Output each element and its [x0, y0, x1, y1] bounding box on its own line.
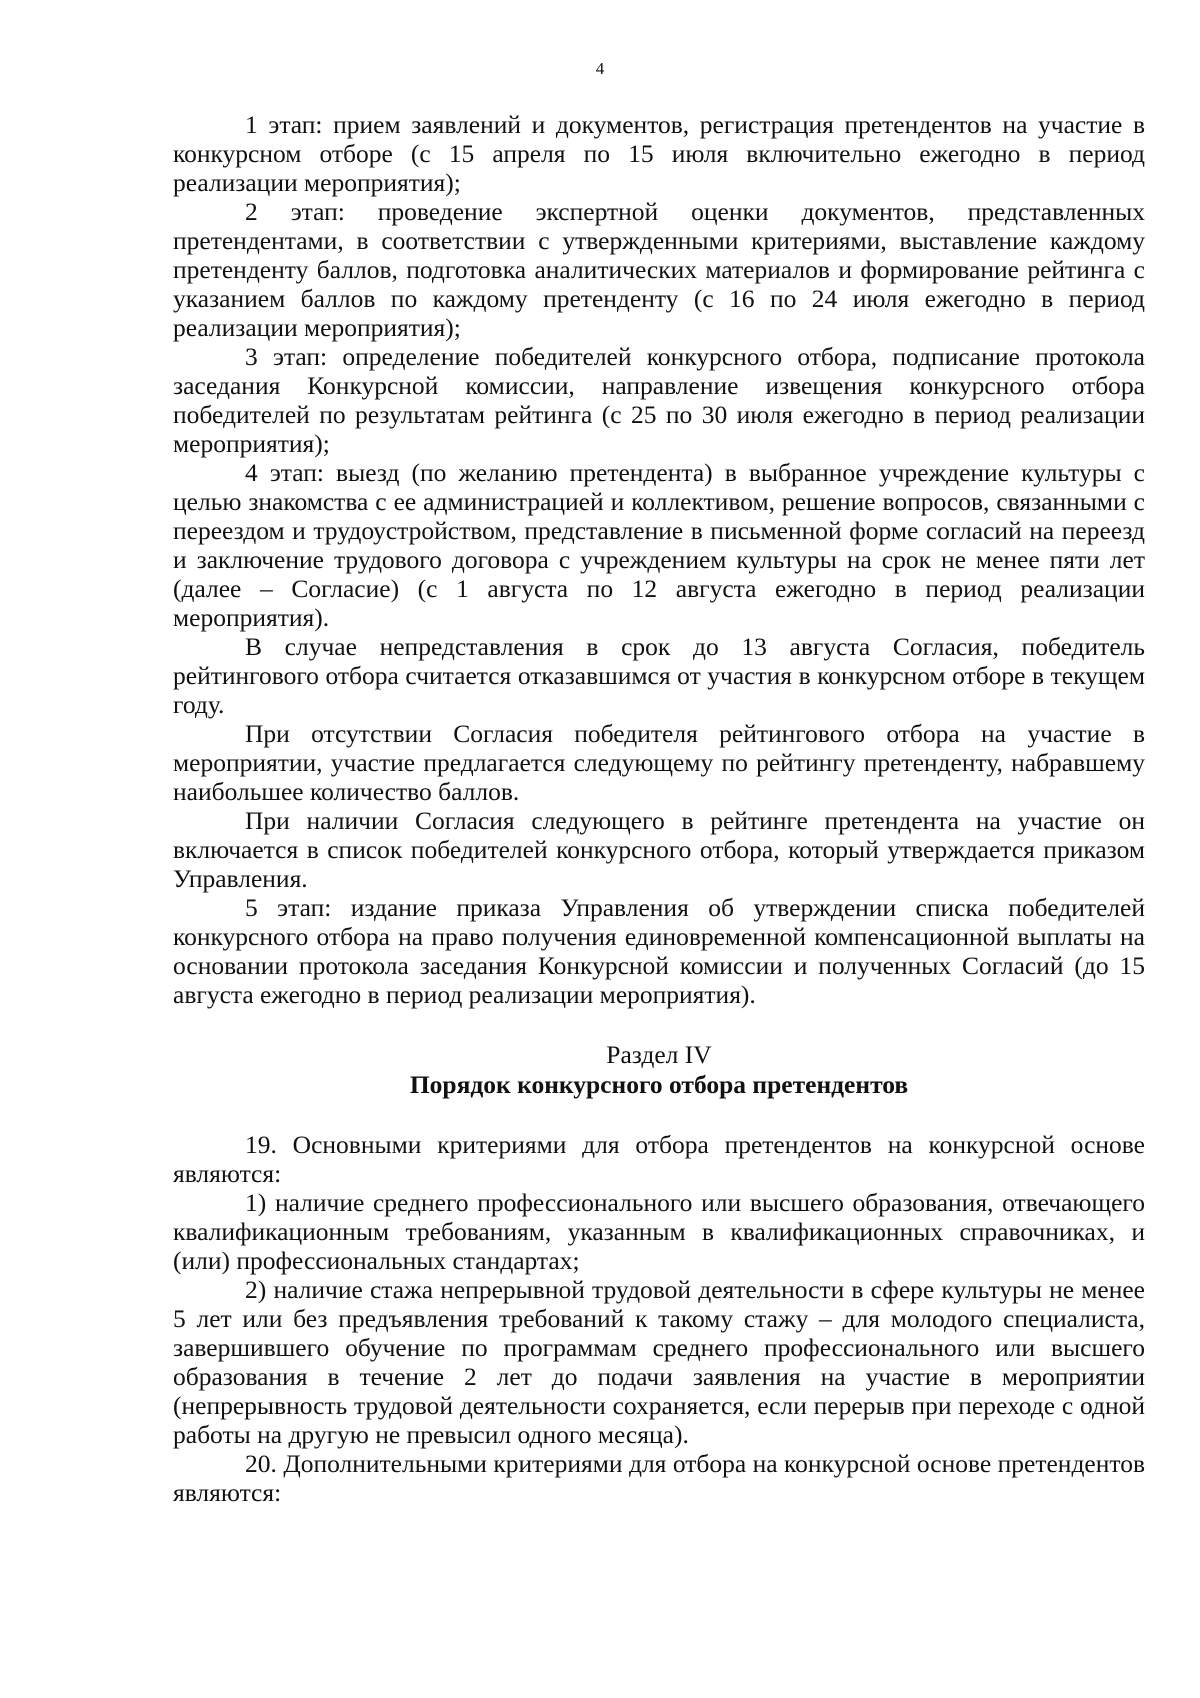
paragraph-item-20: 20. Дополнительными критериями для отбора на конкурсной основе претендентов являются: [173, 1449, 1145, 1507]
paragraph-criterion-2: 2) наличие стажа непрерывной трудовой деятельности в сфере культуры не менее 5 лет или без предъявления требований к такому стажу – для молодого специалиста, завершившего обучение по программам среднего профессионального или высшего образования в течение 2 лет до подачи заявления на участие в мероприятии (непрерывность трудовой деятельности сохраняется, если перерыв при переходе с одной работы на другую не превысил одного месяца). [173, 1275, 1145, 1449]
paragraph-stage-1: 1 этап: прием заявлений и документов, регистрация претендентов на участие в конкурсном отборе (с 15 апреля по 15 июля включительно ежегодно в период реализации мероприятия); [173, 110, 1145, 197]
paragraph-next-candidate: При наличии Согласия следующего в рейтинге претендента на участие он включается в список победителей конкурсного отбора, который утверждается приказом Управления. [173, 806, 1145, 893]
paragraph-absence-of-consent: При отсутствии Согласия победителя рейтингового отбора на участие в мероприятии, участие предлагается следующему по рейтингу претенденту, набравшему наибольшее количество баллов. [173, 719, 1145, 806]
section-gap [173, 1100, 1145, 1130]
paragraph-stage-5: 5 этап: издание приказа Управления об утверждении списка победителей конкурсного отбора на право получения единовременной компенсационной выплаты на основании протокола заседания Конкурсной комиссии и полученных Согласий (до 15 августа ежегодно в период реализации мероприятия). [173, 893, 1145, 1009]
paragraph-item-19: 19. Основными критериями для отбора претендентов на конкурсной основе являются: [173, 1130, 1145, 1188]
section-heading [173, 1040, 1145, 1100]
paragraph-criterion-1: 1) наличие среднего профессионального или высшего образования, отвечающего квалификационным требованиям, указанным в квалификационных справочниках, и (или) профессиональных стандартах; [173, 1188, 1145, 1275]
section-title: Порядок конкурсного отбора претендентов [409, 1070, 909, 1099]
paragraph-non-submission: В случае непредставления в срок до 13 августа Согласия, победитель рейтингового отбора считается отказавшимся от участия в конкурсном отборе в текущем году. [173, 632, 1145, 719]
paragraph-stage-2: 2 этап: проведение экспертной оценки документов, представленных претендентами, в соответствии с утвержденными критериями, выставление каждому претенденту баллов, подготовка аналитических материалов и формирование рейтинга с указанием баллов по каждому претенденту (с 16 по 24 июля ежегодно в период реализации мероприятия); [173, 197, 1145, 342]
section-label: Раздел IV [606, 1040, 712, 1069]
paragraph-stage-3: 3 этап: определение победителей конкурсного отбора, подписание протокола заседания Конкурсной комиссии, направление извещения конкурсного отбора победителей по результатам рейтинга (с 25 по 30 июля ежегодно в период реализации мероприятия); [173, 342, 1145, 458]
document-body [173, 110, 1145, 1507]
page-number: 4 [595, 59, 605, 78]
paragraph-stage-4: 4 этап: выезд (по желанию претендента) в выбранное учреждение культуры с целью знакомства с ее администрацией и коллективом, решение вопросов, связанными с переездом и трудоустройством, представление в письменной форме согласий на переезд и заключение трудового договора с учреждением культуры на срок не менее пяти лет (далее – Согласие) (с 1 августа по 12 августа ежегодно в период реализации мероприятия). [173, 458, 1145, 632]
